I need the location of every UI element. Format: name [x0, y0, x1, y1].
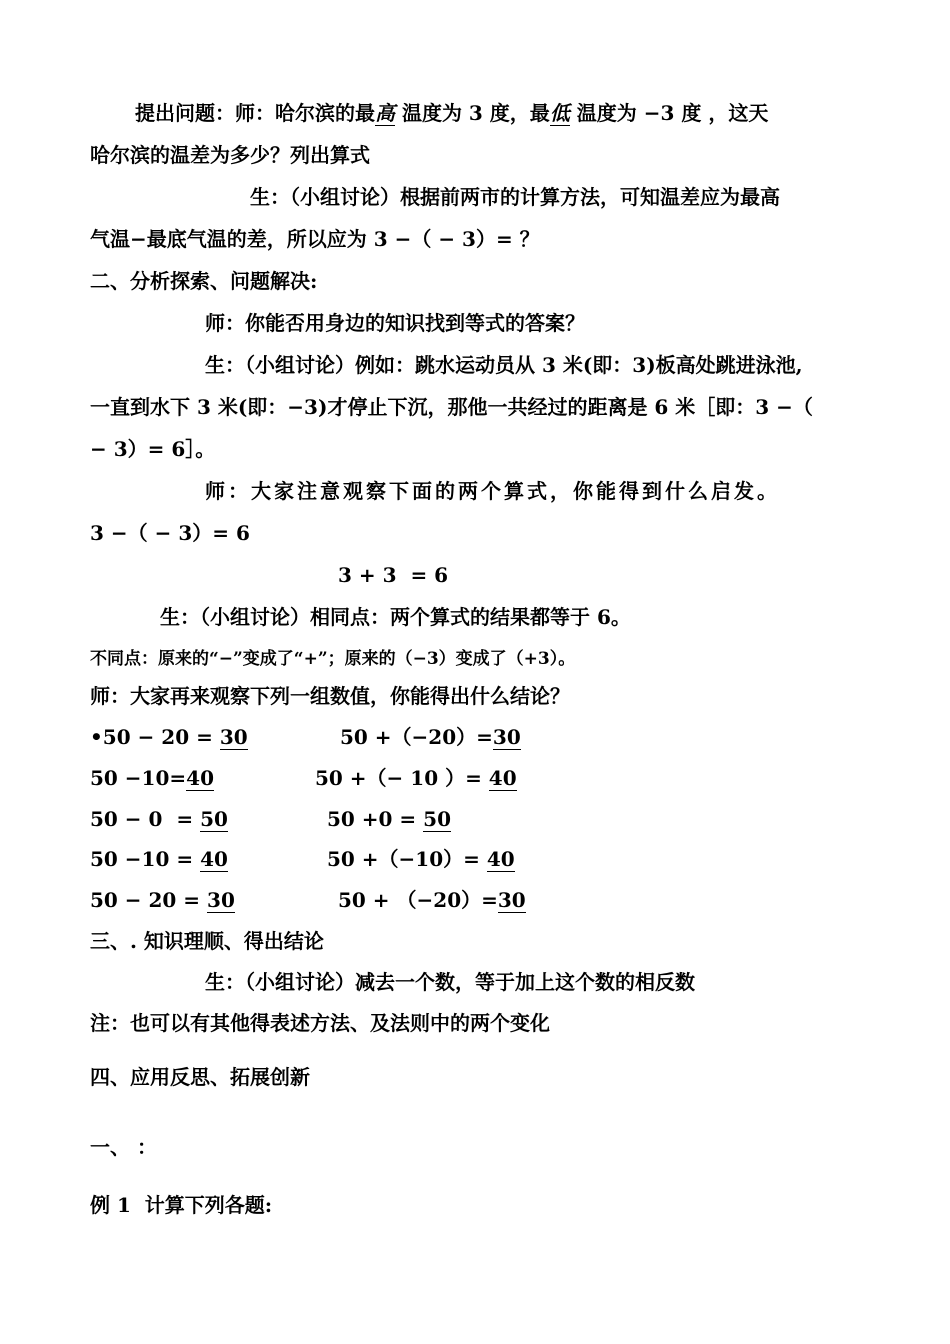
text-line: 师：你能否用身边的知识找到等式的答案？ [205, 311, 585, 335]
equation-answer: 30 [219, 725, 248, 749]
equation-line: 3 −（ − 3）= 6 [90, 521, 250, 545]
text-line: 哈尔滨的温差为多少？列出算式 [90, 143, 370, 167]
text-line: 生：（小组讨论）根据前两市的计算方法，可知温差应为最高 [250, 185, 780, 209]
equation-answer: 30 [492, 725, 521, 749]
section-heading-4: 四、应用反思、拓展创新 [90, 1065, 310, 1089]
equation-answer: 30 [207, 888, 235, 912]
equation-text: 50 +0 = [327, 807, 424, 831]
equation-answer: 50 [200, 807, 228, 831]
example-heading: 例 1 计算下列各题: [90, 1193, 273, 1217]
underlined-word-low: 低 [549, 101, 570, 125]
equation-right [315, 766, 517, 790]
equation-text: 50 + （−20）= [338, 888, 498, 912]
text-line: 生：（小组讨论）减去一个数，等于加上这个数的相反数 [205, 970, 695, 994]
underlined-word-high: 高 [375, 101, 395, 125]
text-line: 师：大家再来观察下列一组数值，你能得出什么结论？ [90, 684, 570, 708]
equation-right [338, 888, 526, 912]
equation-text: 50 − 20 = [90, 888, 208, 912]
subsection-heading: 一、 ： [90, 1135, 157, 1159]
equation-text: 50 −10 = [90, 847, 201, 871]
text-segment: 提出问题：师：哈尔滨的最 [135, 101, 375, 125]
equation-right [340, 725, 521, 749]
equation-left [90, 888, 235, 912]
equation-right [327, 847, 515, 871]
equation-line: 3 + 3 = 6 [338, 563, 449, 587]
equation-left [90, 807, 228, 831]
equation-text: 50 +（−10）= [327, 847, 487, 871]
equation-text: 50 +（− 10 ）= [315, 766, 489, 790]
equation-text: 50 − 0 = [90, 807, 201, 831]
text-segment: 温度为 −3 度 ，这天 [576, 101, 769, 125]
text-line: 不同点：原来的“−”变成了“+”；原来的（−3）变成了（+3）。 [90, 649, 576, 669]
text-line: − 3）= 6］。 [90, 437, 216, 461]
section-heading-2: 二、分析探索、问题解决: [90, 269, 318, 293]
text-line: 一直到水下 3 米(即：−3)才停止下沉，那他一共经过的距离是 6 米［即：3 −（ [90, 395, 813, 419]
text-line: 生：（小组讨论）相同点：两个算式的结果都等于 6。 [160, 605, 631, 629]
equation-answer: 40 [186, 766, 214, 790]
equation-left [90, 725, 262, 749]
text-line: 注：也可以有其他得表述方法、及法则中的两个变化 [90, 1011, 550, 1035]
equation-answer: 50 [423, 807, 451, 831]
equation-left [90, 847, 228, 871]
equation-text: •50 − 20 = [90, 725, 220, 749]
equation-answer: 40 [488, 766, 517, 790]
text-segment: 温度为 3 度，最 [401, 101, 550, 125]
section-heading-3: 三、. 知识理顺、得出结论 [90, 929, 324, 953]
equation-text: 50 −10= [90, 766, 187, 790]
equation-right [327, 807, 451, 831]
equation-text: 50 +（−20）= [340, 725, 493, 749]
text-line: 师：大家注意观察下面的两个算式，你能得到什么启发。 [205, 479, 780, 503]
equation-answer: 40 [200, 847, 228, 871]
equation-answer: 30 [497, 888, 526, 912]
equation-left [90, 766, 214, 790]
text-line: 气温−最底气温的差，所以应为 3 −（ − 3）= ？ [90, 227, 540, 251]
text-line: 生：（小组讨论）例如：跳水运动员从 3 米(即：3)板高处跳进泳池, [205, 353, 803, 377]
equation-answer: 40 [486, 847, 515, 871]
paragraph-question [135, 101, 768, 125]
